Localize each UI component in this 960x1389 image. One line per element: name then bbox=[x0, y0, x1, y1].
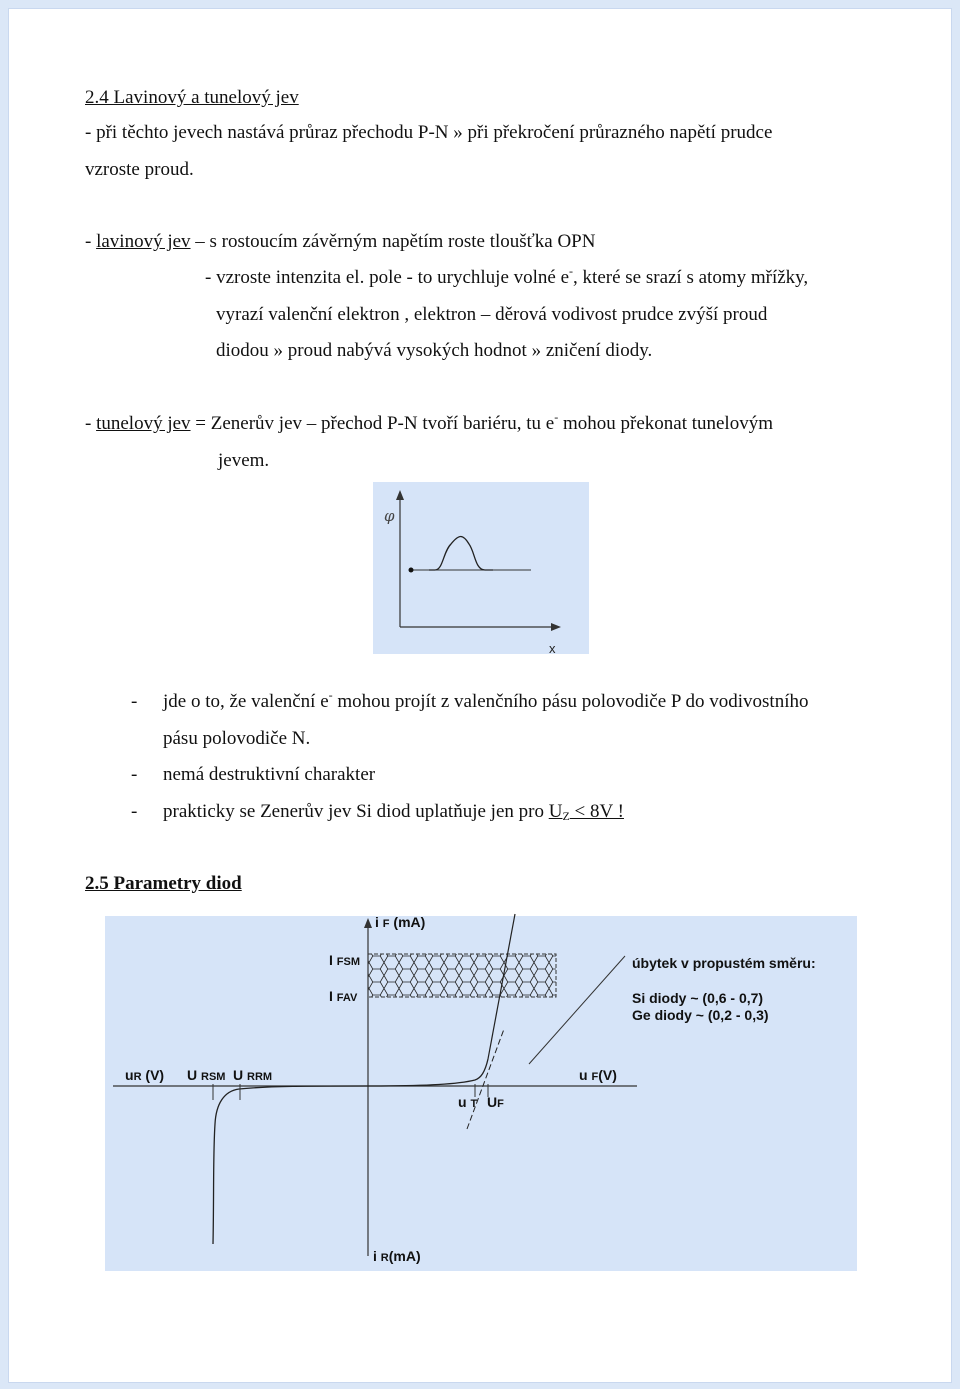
bullet-item-1-cont: pásu polovodiče N. bbox=[163, 728, 311, 749]
avalanche-line bbox=[85, 231, 595, 253]
text: , které se srazí s atomy mřížky, bbox=[573, 267, 809, 288]
if-axis-label: i F (mA) bbox=[375, 914, 426, 930]
tunnel-line bbox=[85, 410, 773, 435]
reference-dot bbox=[409, 568, 414, 573]
ur-axis-label: uR (V) bbox=[125, 1067, 165, 1083]
bullet-dash: - bbox=[131, 691, 138, 712]
y-axis-label: φ bbox=[384, 507, 395, 525]
ifav-label: I FAV bbox=[329, 988, 358, 1004]
paragraph-line: - při těchto jevech nastává průraz přechodu P-N » při překročení průrazného napětí prudce bbox=[85, 122, 773, 143]
urrm-label: U RRM bbox=[233, 1067, 273, 1083]
dash: - bbox=[85, 231, 97, 252]
superscript: - bbox=[328, 688, 333, 702]
dash: - bbox=[85, 413, 97, 434]
text: jde o to, že valenční e bbox=[163, 691, 329, 712]
ifsm-label: I FSM bbox=[329, 952, 361, 968]
uz-symbol: $U_Z < 8V$ ! bbox=[548, 801, 624, 823]
superscript: - bbox=[554, 410, 559, 424]
ursm-label: U RSM bbox=[187, 1067, 226, 1083]
avalanche-line-3: vyrazí valenční elektron , elektron – děrová vodivost prudce zvýší proud bbox=[216, 304, 768, 325]
avalanche-term: lavinový jev bbox=[96, 231, 191, 252]
ut-label: u T bbox=[458, 1094, 478, 1110]
bullet-dash: - bbox=[131, 764, 138, 785]
note-title: úbytek v propustém směru: bbox=[632, 955, 816, 971]
note-si: Si diody ~ (0,6 - 0,7) bbox=[632, 990, 764, 1006]
tunnel-term: tunelový jev bbox=[96, 413, 191, 434]
avalanche-line-4: diodou » proud nabývá vysokých hodnot » zničení diody. bbox=[216, 340, 653, 361]
section-title: 2.4 Lavinový a tunelový jev bbox=[85, 87, 299, 108]
x-axis-label: x bbox=[549, 641, 556, 654]
bullet-item-1 bbox=[163, 688, 809, 713]
tunnel-line-2: jevem. bbox=[218, 450, 270, 471]
bullet-dash: - bbox=[131, 801, 138, 822]
paragraph-line: vzroste proud. bbox=[85, 159, 194, 180]
text: - vzroste intenzita el. pole - to urychluje volné e bbox=[205, 267, 570, 288]
ir-axis-label: i R(mA) bbox=[373, 1248, 421, 1264]
potential-barrier-figure bbox=[373, 482, 589, 654]
text: prakticky se Zenerův jev Si diod uplatňuje jen pro bbox=[163, 801, 549, 822]
page bbox=[8, 8, 952, 1383]
section-title: 2.5 Parametry diod bbox=[85, 873, 242, 894]
avalanche-line-2 bbox=[205, 264, 809, 289]
text: mohou překonat tunelovým bbox=[558, 413, 773, 434]
superscript: - bbox=[569, 264, 574, 278]
text: = Zenerův jev – přechod P-N tvoří bariéru, tu e bbox=[190, 413, 555, 434]
bullet-item-3 bbox=[163, 801, 624, 823]
hatched-region bbox=[368, 954, 556, 997]
bullet-item-2: nemá destruktivní charakter bbox=[163, 764, 376, 785]
avalanche-text: – s rostoucím závěrným napětím roste tloušťka OPN bbox=[190, 231, 596, 252]
note-ge: Ge diody ~ (0,2 - 0,3) bbox=[632, 1007, 769, 1023]
diode-characteristic-figure bbox=[9, 904, 951, 1274]
text: mohou projít z valenčního pásu polovodiče P do vodivostního bbox=[332, 691, 809, 712]
uf-threshold-label: UF bbox=[487, 1094, 504, 1110]
uf-axis-label: u F(V) bbox=[579, 1067, 617, 1083]
